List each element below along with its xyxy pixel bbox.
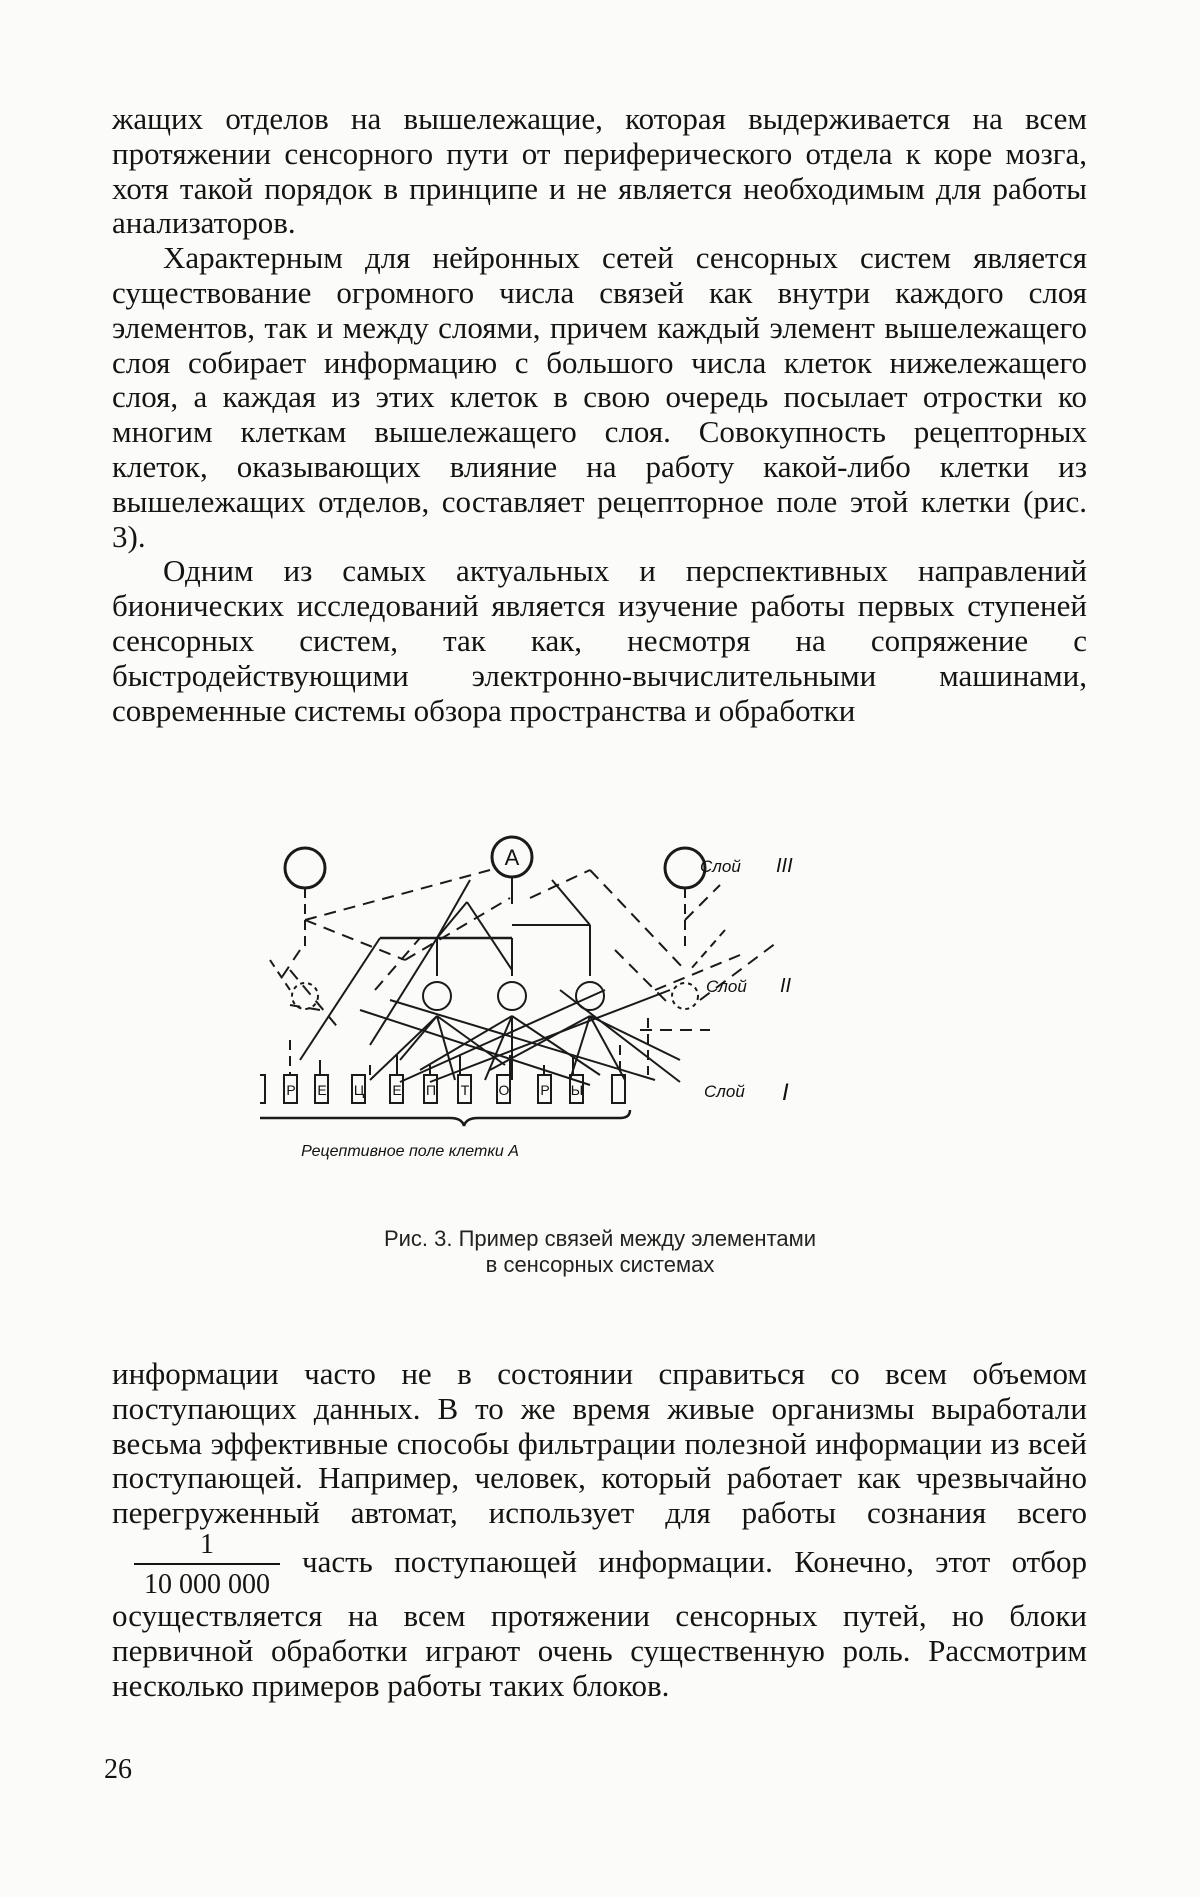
paragraph-3: Одним из самых актуальных и перспективных направлений бионических исследований является изучение работы первых ступеней сенсорных систем, так как, несмотря на сопряжение с быстродействующими электронно-вычислительными машинами, современные системы обзора пространства и обработки [112,553,1087,728]
receptor-letter-4: Ц [353,1082,365,1098]
layer3-node-right [665,848,705,888]
figure-caption-line-2: в сенсорных системах [485,1252,715,1277]
paragraph-4-continuation: часть поступающей информации. Конечно, этот отбор осуществляется на всем протяжении сенсорных путей, но блоки первичной обработки играют очень существенную роль. Рассмотрим несколько примеров работы таких блоков. [112,1544,1087,1703]
receptor-letter-9: Р [540,1082,550,1098]
layer1-numeral: I [782,1079,789,1106]
paragraph-2: Характерным для нейронных сетей сенсорных систем является существование огромного числа связей как внутри каждого слоя элементов, так и между слоями, причем каждый элемент вышележащего слоя собирает информацию с большого числа клеток нижележащего слоя, а каждая из этих клеток в свою очередь посылает отростки ко многим клеткам вышележащего слоя. Совокупность рецепторных клеток, оказывающих влияние на работу какой-либо клетки из вышележащих отделов, составляет рецепторное поле этой клетки (рис. 3). [112,240,1087,554]
receptor-letter-2: Р [286,1082,296,1098]
receptive-field-label: Рецептивное поле клетки А [301,1143,519,1160]
layer2-numeral: II [780,975,792,997]
figure-3-diagram [260,830,960,1210]
layer3-label: Слой [700,857,741,876]
paragraph-1: жащих отделов на вышележащие, которая выдерживается на всем протяжении сенсорного пути от периферического отдела к коре мозга, хотя такой порядок в принципе и не является необходимым для работы анализаторов. [112,101,1087,241]
receptor-letter-3: Е [317,1082,327,1098]
paragraph-4-text: информации часто не в состоянии справиться со всем объемом поступающих данных. В то же время живые организмы выработали весьма эффективные способы фильтрации полезной информации из всей поступающей. Например, человек, который работает как чрезвычайно перегруженный автомат, использует для работы сознания всего [112,1356,1087,1531]
receptor-letter-8: О [498,1082,510,1098]
layer1-label: Слой [704,1082,745,1101]
layer2-node-2 [423,982,451,1010]
fraction-denominator: 10 000 000 [134,1563,280,1599]
receptor-letter-6: П [425,1082,437,1098]
figure-caption-line-1: Рис. 3. Пример связей между элементами [383,1226,817,1251]
paragraph-4 [112,1357,1087,1703]
layer2-node-3 [498,982,526,1010]
layer3-numeral: III [776,855,793,877]
text-block-top [112,102,1087,728]
page-number: 26 [104,1754,132,1785]
fraction-numerator: 1 [200,1528,214,1560]
text-block-bottom [112,1357,1087,1703]
layer3-node-left [285,848,325,888]
receptor-letter-7: Т [460,1082,470,1098]
top-node-label: А [504,845,520,870]
receptor-letter-10: Ы [570,1082,584,1098]
receptor-letter-5: Е [392,1082,402,1098]
layer2-node-5 [672,983,698,1009]
receptive-field-brace [260,1110,630,1126]
layer2-label: Слой [706,977,747,996]
fraction [134,1528,280,1600]
